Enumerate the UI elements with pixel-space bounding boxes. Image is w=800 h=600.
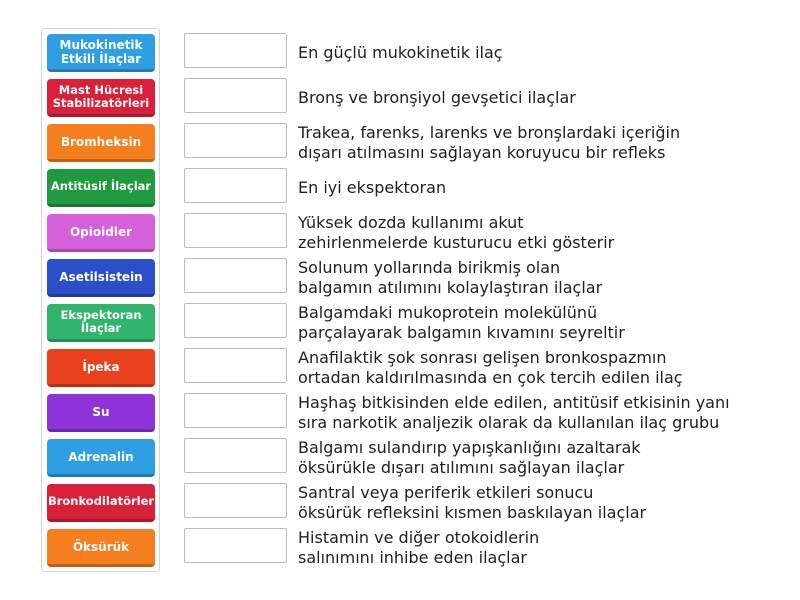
answer-tile[interactable]: Bronkodilatörler xyxy=(47,484,155,522)
answer-tile[interactable]: Opioidler xyxy=(47,214,155,252)
match-row xyxy=(184,438,784,478)
answer-tile[interactable]: Mast Hücresi Stabilizatörleri xyxy=(47,79,155,117)
drop-slot[interactable] xyxy=(184,303,287,338)
answer-tile-panel xyxy=(41,28,160,572)
answer-tile[interactable]: Adrenalin xyxy=(47,439,155,477)
answer-tile[interactable]: Öksürük xyxy=(47,529,155,567)
definition-text: Histamin ve diğer otokoidlerin salınımını inhibe eden ilaçlar xyxy=(298,528,540,567)
definition-text: Bronş ve bronşiyol gevşetici ilaçlar xyxy=(298,88,576,107)
answer-tile[interactable]: Mukokinetik Etkili İlaçlar xyxy=(47,34,155,72)
match-row xyxy=(184,258,784,298)
match-row xyxy=(184,33,784,73)
definition-text: Trakea, farenks, larenks ve bronşlardaki içeriğin dışarı atılmasını sağlayan koruyucu bir refleks xyxy=(298,123,681,162)
definition-text: Anafilaktik şok sonrası gelişen bronkospazmın ortadan kaldırılmasında en çok tercih edilen ilaç xyxy=(298,348,683,387)
drop-slot[interactable] xyxy=(184,483,287,518)
drop-slot[interactable] xyxy=(184,33,287,68)
drop-slot[interactable] xyxy=(184,348,287,383)
drop-slot[interactable] xyxy=(184,123,287,158)
definition-text: Solunum yollarında birikmiş olan balgamın atılımını kolaylaştıran ilaçlar xyxy=(298,258,603,297)
match-row xyxy=(184,168,784,208)
match-row xyxy=(184,123,784,163)
drop-slot[interactable] xyxy=(184,78,287,113)
definition-text: Haşhaş bitkisinden elde edilen, antitüsif etkisinin yanı sıra narkotik analjezik olarak da kullanılan ilaç grubu xyxy=(298,393,730,432)
definition-text: Santral veya periferik etkileri sonucu öksürük refleksini kısmen baskılayan ilaçlar xyxy=(298,483,647,522)
definition-text: Balgamdaki mukoprotein molekülünü parçalayarak balgamın kıvamını seyreltir xyxy=(298,303,625,342)
drop-slot[interactable] xyxy=(184,438,287,473)
match-row xyxy=(184,213,784,253)
definition-text: Yüksek dozda kullanımı akut zehirlenmelerde kusturucu etki gösterir xyxy=(298,213,615,252)
answer-tile[interactable]: Asetilsistein xyxy=(47,259,155,297)
match-row xyxy=(184,393,784,433)
answer-tile[interactable]: İpeka xyxy=(47,349,155,387)
answer-tile[interactable]: Antitüsif İlaçlar xyxy=(47,169,155,207)
drop-slot[interactable] xyxy=(184,393,287,428)
answer-tile[interactable]: Bromheksin xyxy=(47,124,155,162)
match-row xyxy=(184,303,784,343)
match-row xyxy=(184,348,784,388)
definition-text: Balgamı sulandırıp yapışkanlığını azaltarak öksürükle dışarı atılımını sağlayan ilaçlar xyxy=(298,438,641,477)
drop-slot[interactable] xyxy=(184,213,287,248)
match-row xyxy=(184,528,784,568)
definition-text: En iyi ekspektoran xyxy=(298,178,447,197)
answer-tile[interactable]: Su xyxy=(47,394,155,432)
drop-slot[interactable] xyxy=(184,528,287,563)
match-row xyxy=(184,483,784,523)
drop-slot[interactable] xyxy=(184,258,287,293)
drop-slot[interactable] xyxy=(184,168,287,203)
definition-text: En güçlü mukokinetik ilaç xyxy=(298,43,503,62)
match-row xyxy=(184,78,784,118)
answer-tile[interactable]: Ekspektoran İlaçlar xyxy=(47,304,155,342)
